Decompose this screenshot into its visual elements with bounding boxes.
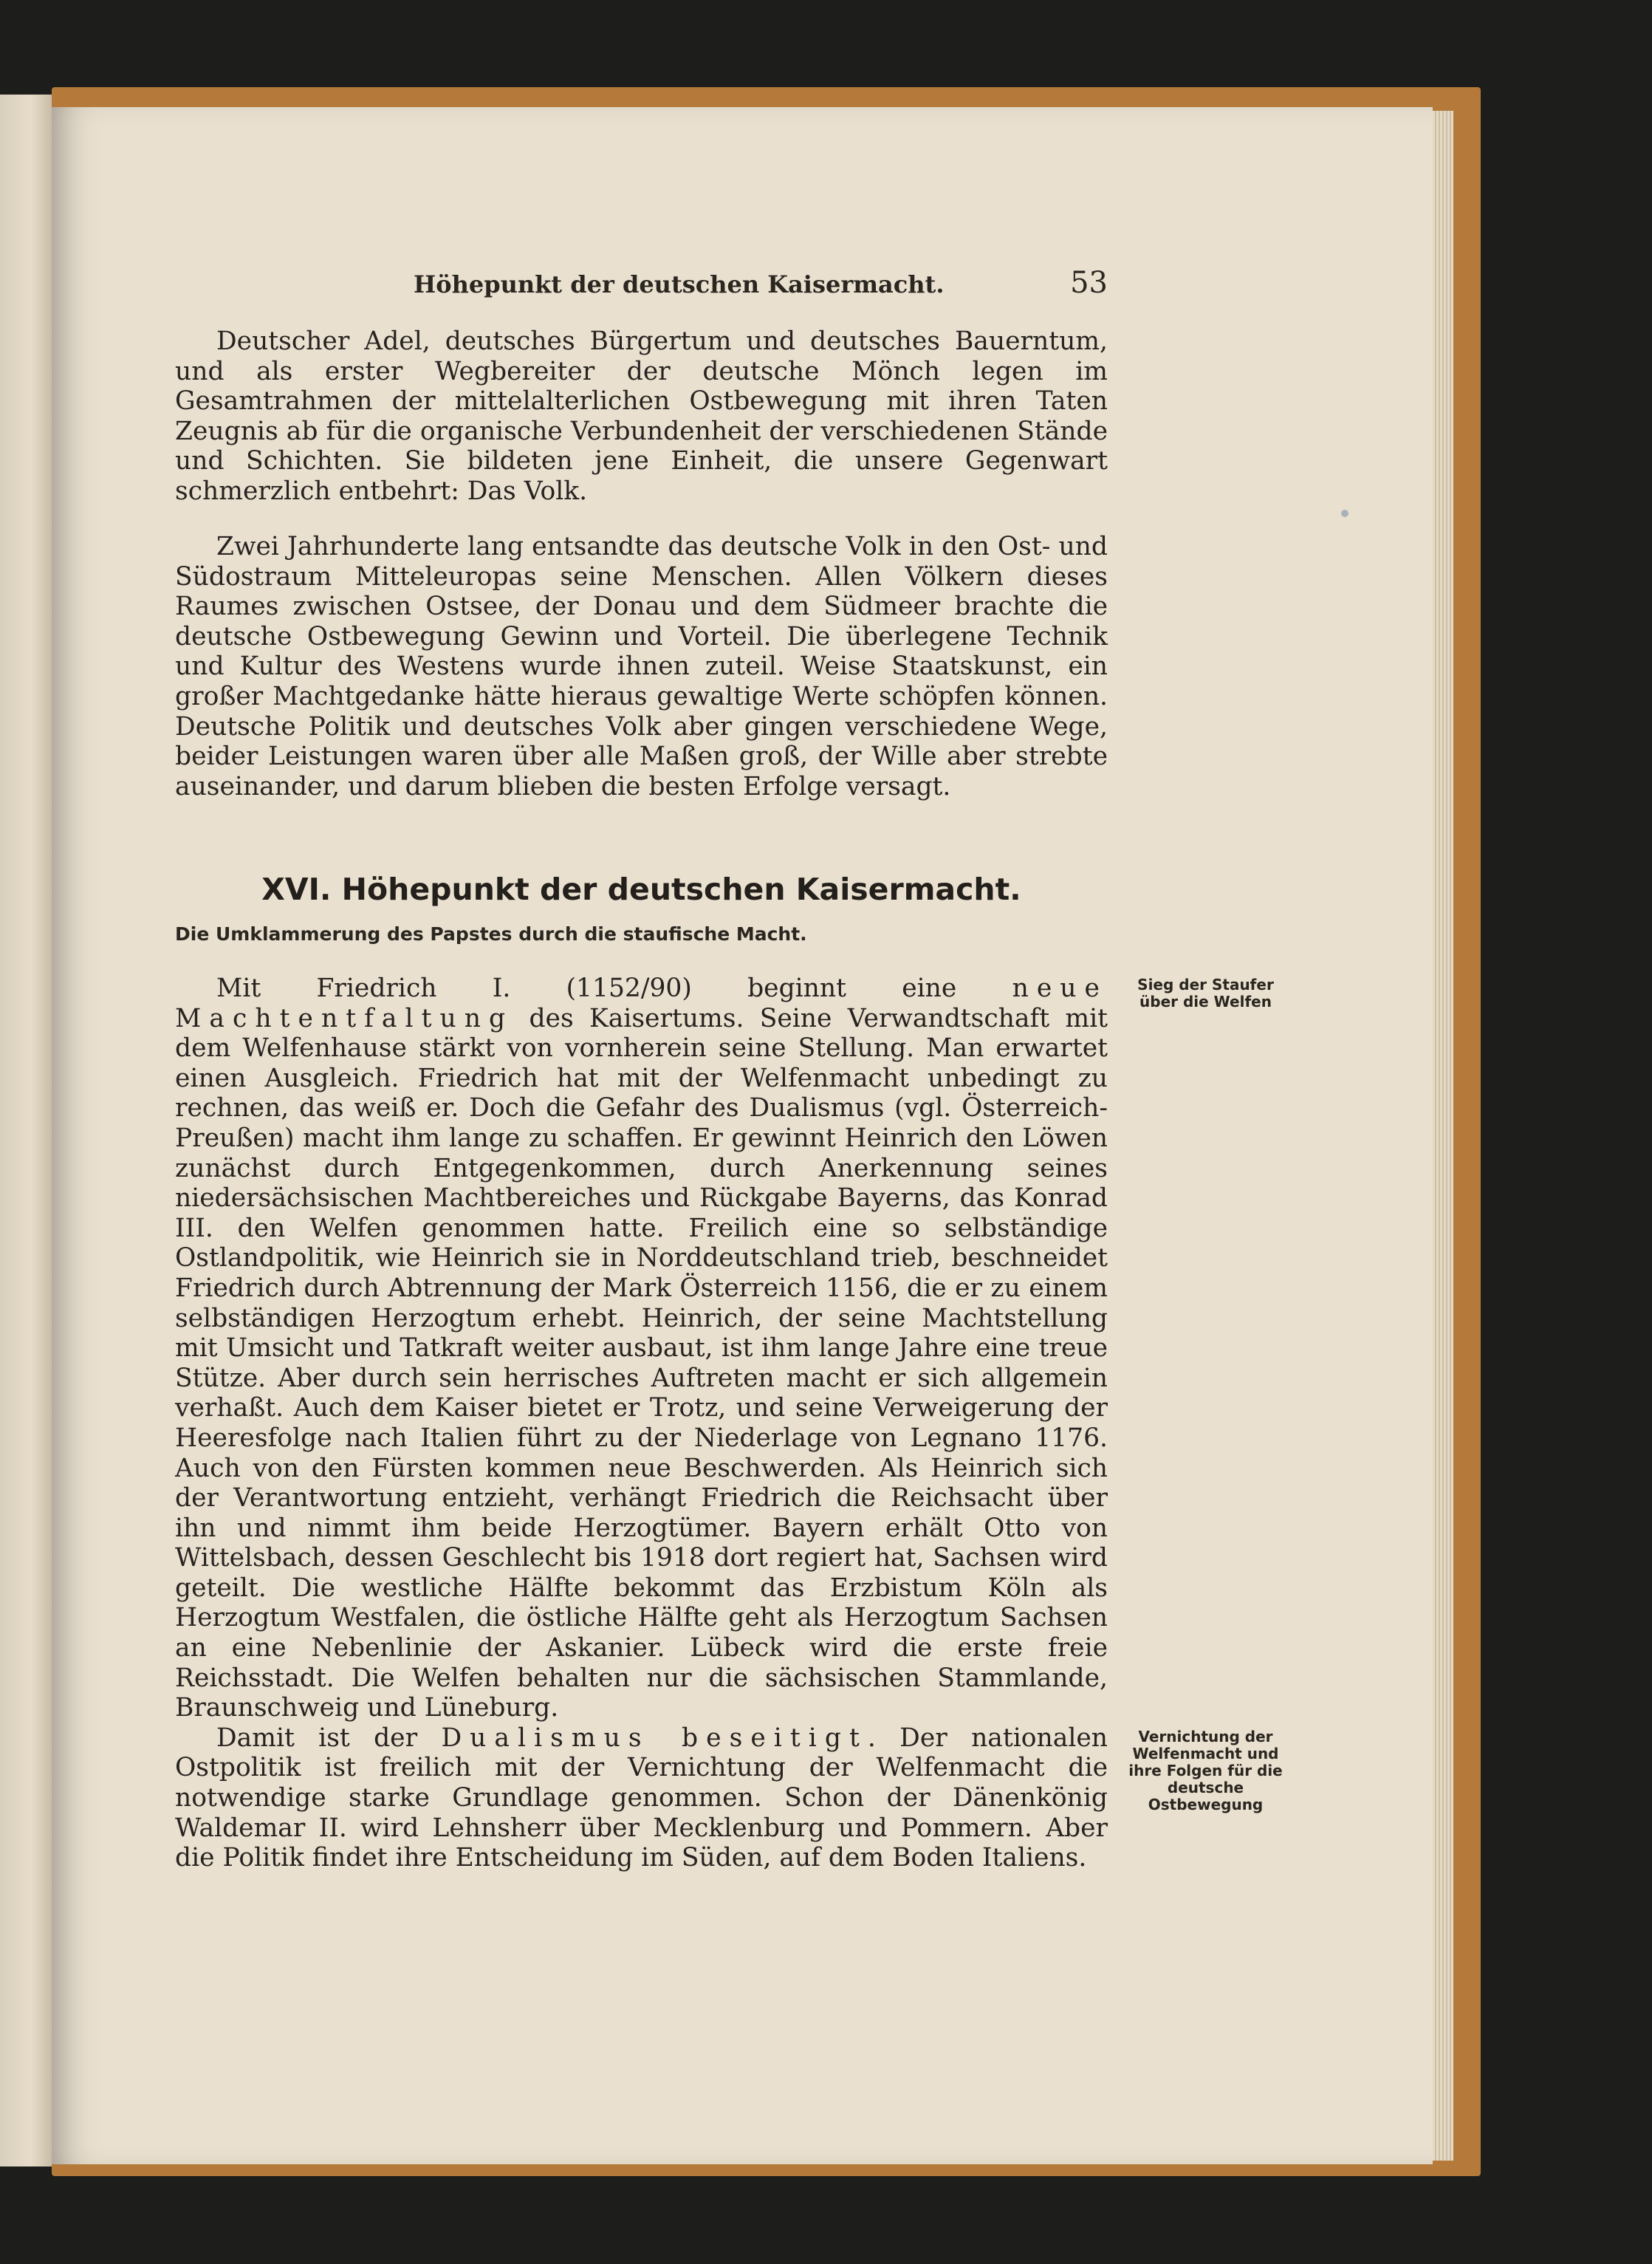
page-edges — [1433, 111, 1453, 2161]
p3-emphasis: neue Machtentfaltung — [175, 974, 1108, 1033]
body-paragraph-2 — [175, 1723, 1108, 1873]
page-number: 53 — [1070, 266, 1108, 300]
p3-rest: des Kaisertums. Seine Verwandtschaft mit dem Welfenhause stärkt von vornherein seine Stellung. Man erwartet einen Ausgleich. Friedrich hat mit der Welfenmacht unbedingt zu rechnen, das weiß er. Doch die Gefahr des Dualismus (vgl. Österreich-Preußen) macht ihm lange zu schaffen. Er gewinnt Heinrich den Löwen zunächst durch Entgegenkommen, durch Anerkennung seines niedersächsischen Machtbereiches und Rückgabe Bayerns, das Konrad III. den Welfen genommen hatte. Freilich eine so selbständige Ostlandpolitik, wie Heinrich sie in Norddeutschland trieb, beschneidet Friedrich durch Abtrennung der Mark Österreich 1156, die er zu einem selbständigen Herzogtum erhebt. Heinrich, der seine Machtstellung mit Umsicht und Tatkraft weiter ausbaut, ist ihm lange Jahre eine treue Stütze. Aber durch sein herrisches Auftreten macht er sich allgemein verhaßt. Auch dem Kaiser bietet er Trotz, und seine Verweigerung der Heeresfolge nach Italien führt zu der Niederlage von Legnano 1176. Auch von den Fürsten kommen neue Beschwerden. Als Heinrich sich der Verantwortung entzieht, verhängt Friedrich die Reichsacht über ihn und nimmt ihm beide Herzogtümer. Bayern erhält Otto von Wittelsbach, dessen Geschlecht bis 1918 dort regiert hat, Sachsen wird geteilt. Die westliche Hälfte bekommt das Erzbistum Köln als Herzogtum Westfalen, die östliche Hälfte geht als Herzogtum Sachsen an eine Nebenlinie der Askanier. Lübeck wird die erste freie Reichsstadt. Die Welfen behalten nur die sächsischen Stammlande, Braunschweig und Lüneburg. — [175, 1003, 1108, 1723]
paragraph-text: Zwei Jahrhunderte lang entsandte das deutsche Volk in den Ost- und Südostraum Mitteleuropas seine Menschen. Allen Völkern dieses Raumes zwischen Ostsee, der Donau und dem Südmeer brachte die deutsche Ostbewegung Gewinn und Vorteil. Die überlegene Technik und Kultur des Westens wurde ihnen zuteil. Weise Staatskunst, ein großer Machtgedanke hätte hieraus gewaltige Werte schöpfen können. Deutsche Politik und deutsches Volk aber gingen verschiedene Wege, beider Leistungen waren über alle Maßen groß, der Wille aber strebte auseinander, und darum blieben die besten Erfolge versagt. — [175, 532, 1108, 801]
p4-rest: . Der nationalen Ostpolitik ist freilich mit der Vernichtung der Welfenmacht die notwendige starke Grundlage genommen. Schon der Dänenkönig Waldemar II. wird Lehnsherr über Mecklenburg und Pommern. Aber die Politik findet ihre Entscheidung im Süden, auf dem Boden Italiens. — [175, 1723, 1108, 1873]
p3-lead: Mit Friedrich I. (1152/90) beginnt eine — [216, 974, 1012, 1003]
running-head — [414, 266, 1108, 300]
chapter-subheading: Die Umklammerung des Papstes durch die staufische Macht. — [175, 923, 807, 945]
body-paragraph-1 — [175, 974, 1108, 1723]
chapter-heading: XVI. Höhepunkt der deutschen Kaisermacht. — [261, 872, 1021, 907]
body-text — [175, 974, 1108, 1873]
left-page-edge — [0, 95, 52, 2166]
margin-note-1: Sieg der Staufer über die Welfen — [1137, 976, 1274, 1010]
running-head-title: Höhepunkt der deutschen Kaisermacht. — [414, 270, 945, 298]
p4-lead: Damit ist der — [216, 1723, 442, 1753]
paper-spot — [1341, 510, 1348, 517]
margin-note-2: Vernichtung der Welfenmacht und ihre Folgen für die deutsche Ostbewegung — [1128, 1728, 1283, 1813]
p4-emphasis: Dualismus beseitigt — [441, 1723, 868, 1753]
paragraph-text: Deutscher Adel, deutsches Bürgertum und deutsches Bauerntum, und als erster Wegbereiter der deutsche Mönch legen im Gesamtrahmen der mittelalterlichen Ostbewegung mit ihren Taten Zeugnis ab für die organische Verbundenheit der verschiedenen Stände und Schichten. Sie bildeten jene Einheit, die unsere Gegenwart schmerzlich entbehrt: Das Volk. — [175, 326, 1108, 506]
intro-paragraph-1 — [175, 326, 1108, 507]
intro-paragraph-2 — [175, 532, 1108, 801]
